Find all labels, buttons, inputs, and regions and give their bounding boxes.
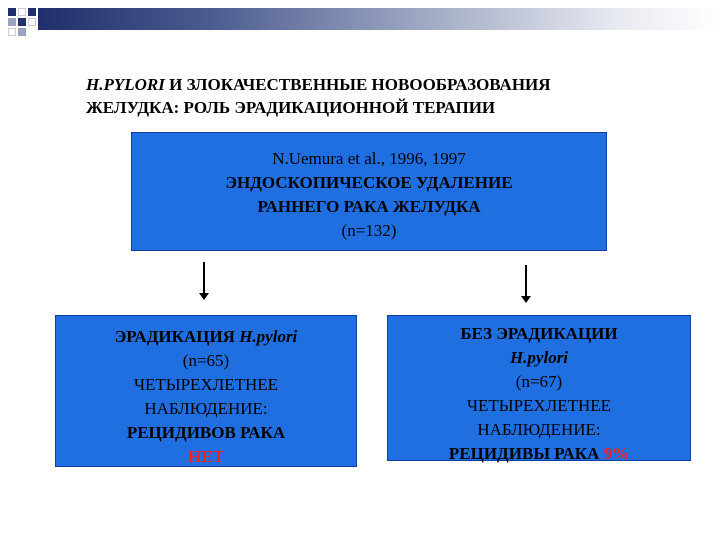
header-square (18, 18, 26, 26)
study-citation: N.Uemura et al., 1996, 1997 (272, 149, 466, 168)
eradication-followup-line2: НАБЛЮДЕНИЕ: (144, 399, 268, 418)
eradication-result-label: РЕЦИДИВОВ РАКА (126, 423, 286, 442)
no-eradication-result (388, 442, 690, 466)
header-square (8, 8, 16, 16)
header-square (18, 8, 26, 16)
study-sample-size: (n=132) (341, 221, 397, 240)
eradication-result-value: НЕТ (188, 447, 224, 466)
header-square (8, 28, 16, 36)
study-box (131, 132, 607, 251)
arrow-down-right (525, 265, 527, 297)
no-eradication-heading: БЕЗ ЭРАДИКАЦИИ (460, 324, 618, 343)
title-organism: H.PYLORI (86, 75, 165, 94)
eradication-sample-size: (n=65) (182, 351, 230, 370)
no-eradication-followup-line1: ЧЕТЫРЕХЛЕТНЕЕ (466, 396, 612, 415)
header-bar (38, 8, 720, 30)
no-eradication-sample-size: (n=67) (515, 372, 563, 391)
header-square (28, 18, 36, 26)
header-square (28, 8, 36, 16)
header-square (8, 18, 16, 26)
study-heading-line2: РАННЕГО РАКА ЖЕЛУДКА (257, 197, 481, 216)
eradication-heading-text: ЭРАДИКАЦИЯ (114, 327, 240, 346)
header-square (18, 28, 26, 36)
no-eradication-box (387, 315, 691, 461)
no-eradication-organism: H.pylori (509, 348, 569, 367)
eradication-followup-line1: ЧЕТЫРЕХЛЕТНЕЕ (133, 375, 279, 394)
eradication-organism: H.pylori (239, 327, 298, 346)
eradication-heading (56, 325, 356, 349)
no-eradication-result-label: РЕЦИДИВЫ РАКА (448, 444, 604, 463)
no-eradication-result-value: 9% (603, 444, 630, 463)
study-heading-line1: ЭНДОСКОПИЧЕСКОЕ УДАЛЕНИЕ (225, 173, 513, 192)
no-eradication-followup-line2: НАБЛЮДЕНИЕ: (477, 420, 601, 439)
slide-title (86, 73, 686, 119)
title-line2: ЖЕЛУДКА: РОЛЬ ЭРАДИКАЦИОННОЙ ТЕРАПИИ (86, 98, 496, 117)
title-line1: И ЗЛОКАЧЕСТВЕННЫЕ НОВООБРАЗОВАНИЯ (164, 75, 551, 94)
arrow-down-left (203, 262, 205, 294)
eradication-box (55, 315, 357, 467)
